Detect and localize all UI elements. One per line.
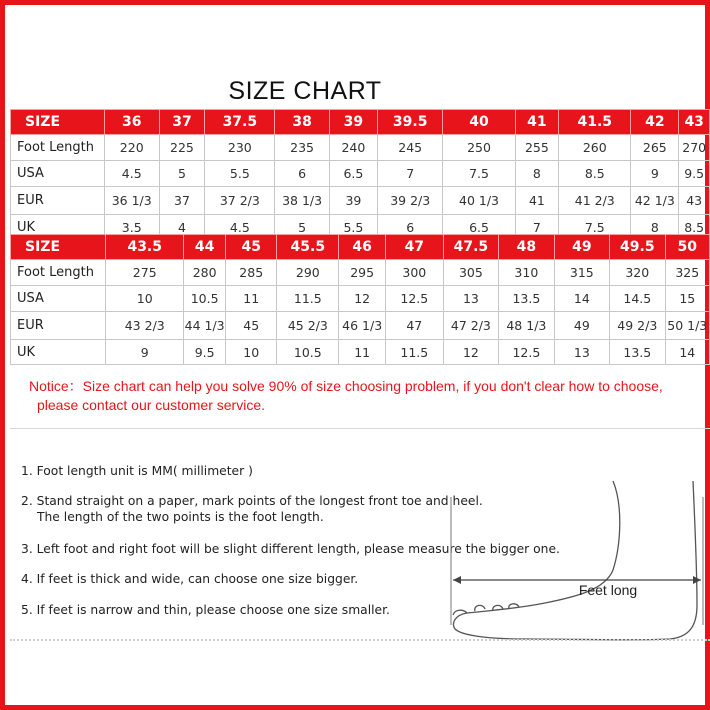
table-cell: 235 (275, 135, 330, 161)
table-cell: 6 (275, 161, 330, 187)
table-cell: 48 (499, 235, 554, 260)
table-cell: 40 (443, 110, 515, 135)
table-cell: 240 (329, 135, 377, 161)
table-cell: 295 (339, 260, 386, 286)
table-cell: 47 (385, 235, 443, 260)
feet-long-label: Feet long (578, 582, 638, 598)
table-cell: 12.5 (385, 286, 443, 312)
table-cell: 310 (499, 260, 554, 286)
table-cell: 48 1/3 (499, 312, 554, 340)
table-cell: 255 (515, 135, 559, 161)
notice-text (29, 377, 709, 415)
table-cell: 41.5 (559, 110, 631, 135)
table-cell: 45 (226, 235, 277, 260)
table-cell: 44 1/3 (184, 312, 226, 340)
table-cell: 11.5 (277, 286, 339, 312)
size-header-row (11, 235, 710, 260)
table-cell: 5.5 (205, 161, 275, 187)
table-cell: 47.5 (443, 235, 498, 260)
step-2-continued: The length of the two points is the foot length. (37, 510, 324, 524)
table-cell: 265 (631, 135, 679, 161)
table-cell: 49 (554, 235, 609, 260)
table-cell: 230 (205, 135, 275, 161)
usa-row (11, 161, 710, 187)
table-cell: 41 (515, 110, 559, 135)
table-cell: 45.5 (277, 235, 339, 260)
step-4: 4. If feet is thick and wide, can choose one size bigger. (21, 572, 359, 586)
row-label: UK (11, 340, 106, 365)
table-cell: 10.5 (277, 340, 339, 365)
step-3: 3. Left foot and right foot will be slight different length, please measure the bigger one. (21, 542, 560, 556)
row-label: Foot Length (11, 260, 106, 286)
table-cell: 11 (339, 340, 386, 365)
table-cell: 43 (679, 187, 710, 215)
table-cell: 37 (159, 110, 205, 135)
arrow-left-icon (453, 576, 461, 584)
table-cell: 5 (275, 215, 330, 240)
table-cell: 39 (329, 187, 377, 215)
table-cell: 49 2/3 (610, 312, 665, 340)
foot-outline-icon (453, 481, 697, 640)
table-cell: 47 (385, 312, 443, 340)
table-cell: 3.5 (104, 215, 159, 240)
table-cell: 41 2/3 (559, 187, 631, 215)
table-cell: 4.5 (104, 161, 159, 187)
table-cell: 6 (377, 215, 443, 240)
table-cell: 220 (104, 135, 159, 161)
table-cell: 10 (226, 340, 277, 365)
table-cell: 42 1/3 (631, 187, 679, 215)
table-cell: 260 (559, 135, 631, 161)
eur-row (11, 187, 710, 215)
step-2: 2. Stand straight on a paper, mark points of the longest front toe and heel. (21, 494, 483, 508)
table-cell: 13 (554, 340, 609, 365)
table-cell: 250 (443, 135, 515, 161)
table-cell: 325 (665, 260, 709, 286)
table-cell: 9 (106, 340, 184, 365)
table-cell: 270 (679, 135, 710, 161)
table-cell: 7 (515, 215, 559, 240)
row-label: USA (11, 286, 106, 312)
table-cell: 36 1/3 (104, 187, 159, 215)
table-cell: 8.5 (679, 215, 710, 240)
row-label: SIZE (11, 235, 106, 260)
table-cell: 12 (443, 340, 498, 365)
table-cell: 7.5 (443, 161, 515, 187)
row-label: UK (11, 215, 105, 240)
table-cell: 7 (377, 161, 443, 187)
table-cell: 12 (339, 286, 386, 312)
table-cell: 46 (339, 235, 386, 260)
table-cell: 12.5 (499, 340, 554, 365)
eur-row (11, 312, 710, 340)
table-cell: 13.5 (499, 286, 554, 312)
table-cell: 41 (515, 187, 559, 215)
table-cell: 225 (159, 135, 205, 161)
table-cell: 9 (631, 161, 679, 187)
table-cell: 15 (665, 286, 709, 312)
table-cell: 5 (159, 161, 205, 187)
table-cell: 36 (104, 110, 159, 135)
table-cell: 14 (665, 340, 709, 365)
uk-row (11, 340, 710, 365)
table-cell: 6.5 (329, 161, 377, 187)
table-cell: 4 (159, 215, 205, 240)
table-cell: 8 (631, 215, 679, 240)
table-cell: 6.5 (443, 215, 515, 240)
row-label: SIZE (11, 110, 105, 135)
row-label: EUR (11, 312, 106, 340)
table-cell: 46 1/3 (339, 312, 386, 340)
table-cell: 42 (631, 110, 679, 135)
page-title: SIZE CHART (228, 77, 382, 105)
table-cell: 37 2/3 (205, 187, 275, 215)
divider (10, 428, 710, 429)
table-cell: 320 (610, 260, 665, 286)
table-cell: 13.5 (610, 340, 665, 365)
table-cell: 45 (226, 312, 277, 340)
notice-line-1: Notice：Size chart can help you solve 90% of size choosing problem, if you don't clear how to choose, (29, 378, 663, 394)
table-cell: 49 (554, 312, 609, 340)
table-cell: 280 (184, 260, 226, 286)
table-cell: 44 (184, 235, 226, 260)
table-cell: 305 (443, 260, 498, 286)
table-cell: 290 (277, 260, 339, 286)
table-cell: 275 (106, 260, 184, 286)
table-cell: 37 (159, 187, 205, 215)
table-cell: 285 (226, 260, 277, 286)
size-table-2 (10, 234, 710, 365)
table-cell: 50 (665, 235, 709, 260)
table-cell: 9.5 (184, 340, 226, 365)
table-cell: 43.5 (106, 235, 184, 260)
size-table-1 (10, 109, 710, 240)
table-cell: 10 (106, 286, 184, 312)
row-label: USA (11, 161, 105, 187)
table-cell: 8 (515, 161, 559, 187)
table-cell: 49.5 (610, 235, 665, 260)
row-label: EUR (11, 187, 105, 215)
table-cell: 315 (554, 260, 609, 286)
table-cell: 13 (443, 286, 498, 312)
table-cell: 245 (377, 135, 443, 161)
table-cell: 14.5 (610, 286, 665, 312)
step-5: 5. If feet is narrow and thin, please choose one size smaller. (21, 603, 390, 617)
table-cell: 39.5 (377, 110, 443, 135)
notice-line-2: please contact our customer service. (37, 397, 265, 413)
table-cell: 5.5 (329, 215, 377, 240)
table-cell: 300 (385, 260, 443, 286)
table-cell: 37.5 (205, 110, 275, 135)
table-cell: 11.5 (385, 340, 443, 365)
table-cell: 11 (226, 286, 277, 312)
table-cell: 38 1/3 (275, 187, 330, 215)
table-cell: 9.5 (679, 161, 710, 187)
table-cell: 50 1/3 (665, 312, 709, 340)
table-cell: 8.5 (559, 161, 631, 187)
bottom-dotted-rule (10, 639, 710, 641)
table-cell: 43 (679, 110, 710, 135)
foot-length-row (11, 135, 710, 161)
table-cell: 38 (275, 110, 330, 135)
table-cell: 4.5 (205, 215, 275, 240)
table-cell: 7.5 (559, 215, 631, 240)
size-header-row (11, 110, 710, 135)
foot-length-row (11, 260, 710, 286)
table-cell: 40 1/3 (443, 187, 515, 215)
table-cell: 43 2/3 (106, 312, 184, 340)
step-1: 1. Foot length unit is MM( millimeter ) (21, 464, 253, 478)
row-label: Foot Length (11, 135, 105, 161)
usa-row (11, 286, 710, 312)
table-cell: 14 (554, 286, 609, 312)
table-cell: 39 2/3 (377, 187, 443, 215)
table-cell: 47 2/3 (443, 312, 498, 340)
table-cell: 45 2/3 (277, 312, 339, 340)
table-cell: 39 (329, 110, 377, 135)
foot-measure-diagram (445, 475, 710, 655)
table-cell: 10.5 (184, 286, 226, 312)
